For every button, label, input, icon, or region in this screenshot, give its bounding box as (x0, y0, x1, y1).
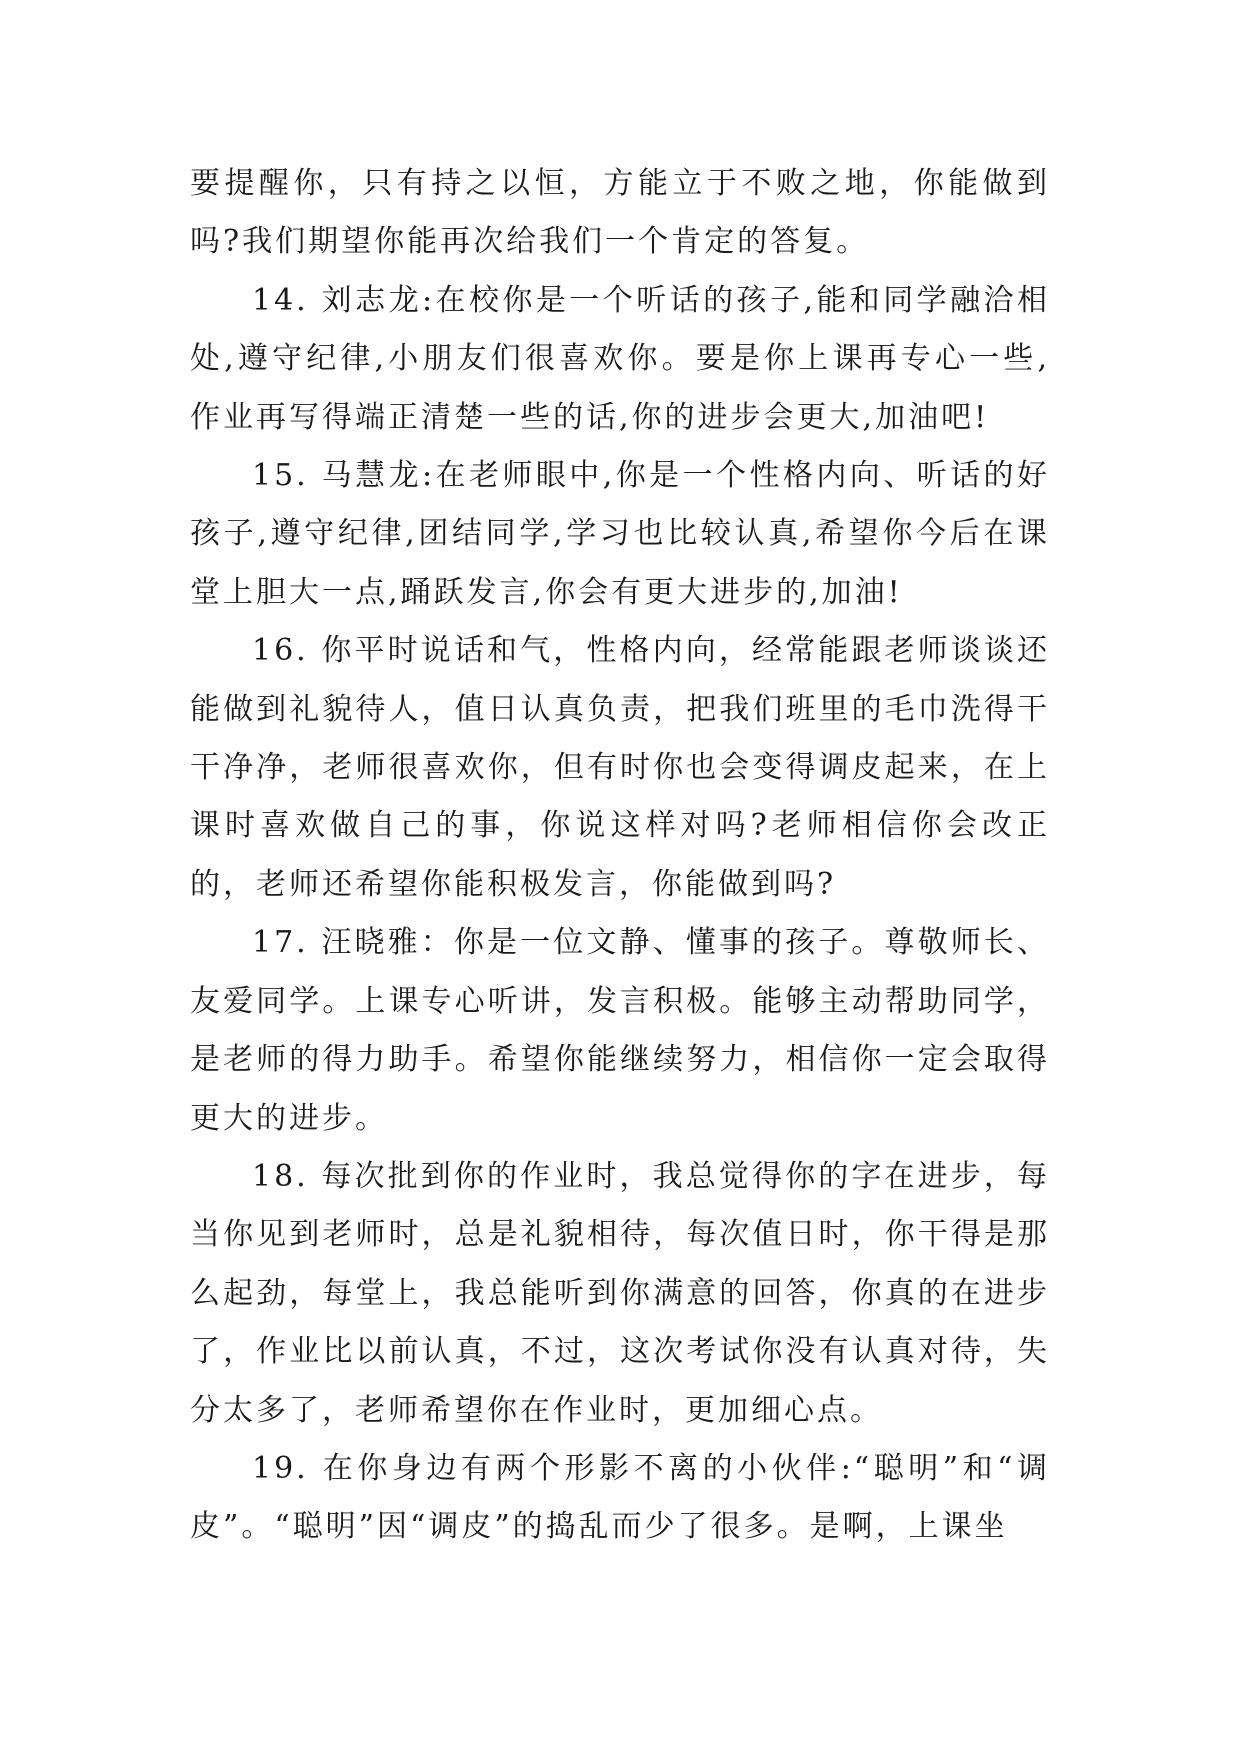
paragraph-13-continuation: 要提醒你，只有持之以恒，方能立于不败之地，你能做到吗?我们期望你能再次给我们一个肯定的答复。 (190, 166, 1050, 260)
paragraph-16: 16. 你平时说话和气，性格内向，经常能跟老师谈谈还能做到礼貌待人，值日认真负责，把我们班里的毛巾洗得干干净净，老师很喜欢你，但有时你也会变得调皮起来，在上课时喜欢做自己的事，你说这样对吗?老师相信你会改正的，老师还希望你能积极发言，你能做到吗? (190, 633, 1050, 902)
document-body (190, 155, 1050, 1557)
paragraph-14: 14. 刘志龙:在校你是一个听话的孩子,能和同学融洽相处,遵守纪律,小朋友们很喜欢你。要是你上课再专心一些,作业再写得端正清楚一些的话,你的进步会更大,加油吧! (190, 282, 1050, 435)
paragraph-18: 18. 每次批到你的作业时，我总觉得你的字在进步，每当你见到老师时，总是礼貌相待，每次值日时，你干得是那么起劲，每堂上，我总能听到你满意的回答，你真的在进步了，作业比以前认真，不过，这次考试你没有认真对待，失分太多了，老师希望你在作业时，更加细心点。 (190, 1158, 1050, 1428)
paragraph-15: 15. 马慧龙:在老师眼中,你是一个性格内向、听话的好孩子,遵守纪律,团结同学,学习也比较认真,希望你今后在课堂上胆大一点,踊跃发言,你会有更大进步的,加油! (190, 458, 1050, 610)
paragraph-19: 19. 在你身边有两个形影不离的小伙伴:“聪明”和“调皮”。“聪明”因“调皮”的捣乱而少了很多。是啊，上课坐 (190, 1450, 1050, 1545)
paragraph-17: 17. 汪晓雅：你是一位文静、懂事的孩子。尊敬师长、友爱同学。上课专心听讲，发言积极。能够主动帮助同学，是老师的得力助手。希望你能继续努力，相信你一定会取得更大的进步。 (190, 925, 1050, 1136)
